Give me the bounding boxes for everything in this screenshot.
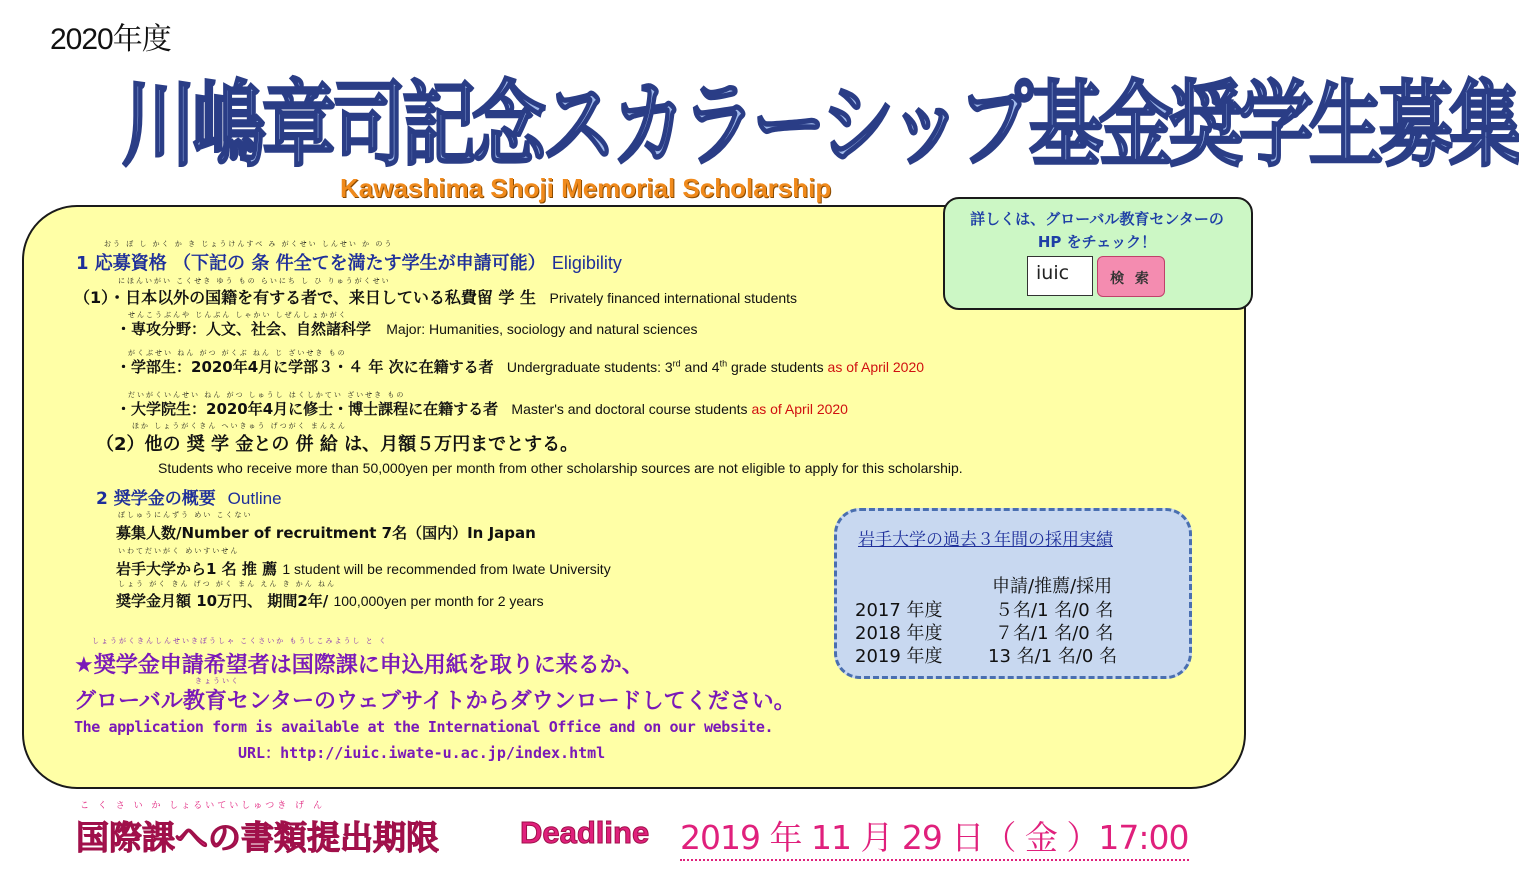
- ruby-item3: がくぶせい ねん がつ がくぶ ねん じ ざいせき もの: [128, 349, 347, 357]
- item3-sup-th: th: [719, 358, 728, 369]
- records-value-2017: ５名/1 名/0 名: [995, 600, 1114, 621]
- records-header: 申請/推薦/採用: [992, 576, 1113, 597]
- records-value-2019: 13 名/1 名/0 名: [988, 646, 1118, 667]
- outline-recruitment: 募集人数/Number of recruitment 7名（国内）In Japan: [116, 524, 536, 542]
- item4-date-red: as of April 2020: [751, 401, 848, 417]
- item1-en: Privately financed international students: [549, 290, 798, 306]
- row2-jp: 岩手大学から1 名 推 薦: [116, 560, 278, 578]
- ruby-outline-row1: ぼしゅうにんずう めい こくない: [118, 511, 253, 519]
- outline-amount: [116, 590, 544, 611]
- item4-en-text: Master's and doctoral course students: [511, 401, 752, 417]
- item3-date-red: as of April 2020: [827, 359, 925, 375]
- deadline-label-en: Deadline: [520, 815, 650, 850]
- year-label: 2020年度: [50, 23, 171, 56]
- ruby-item1: にほんいがい こくせき ゆう もの らいにち し ひ りゅうがくせい: [118, 277, 391, 285]
- eligibility-item-5: （2）他の 奨 学 金との 併 給 は、月額５万円までとする。: [96, 434, 579, 455]
- deadline-label-jp: 国際課への書類提出期限: [76, 818, 439, 857]
- outline-heading: [96, 484, 282, 509]
- item3-jp: ・学部生：2020年4月に学部３・４ 年 次に在籍する者: [116, 358, 494, 376]
- eligibility-heading: [76, 249, 622, 275]
- application-line-1: ★奨学金申請希望者は国際課に申込用紙を取りに来るか、: [74, 653, 644, 678]
- search-button[interactable]: 検 索: [1097, 256, 1165, 297]
- ruby-application-2: きょういく: [195, 677, 240, 685]
- outline-recommendation: [116, 558, 611, 579]
- records-year-2017: 2017 年度: [855, 600, 943, 621]
- item3-en-c: grade students: [727, 359, 828, 375]
- hp-check-text: [955, 208, 1239, 254]
- outline-heading-jp: 2 奨学金の概要: [96, 489, 216, 509]
- item1-jp: （1）・日本以外の国籍を有する者で、来日している私費留 学 生: [74, 288, 536, 307]
- item4-jp: ・大学院生：2020年4月に修士・博士課程に在籍する者: [116, 400, 499, 418]
- eligibility-item-2: [116, 318, 698, 339]
- row2-en: 1 student will be recommended from Iwate University: [282, 561, 611, 577]
- item3-sup-rd: rd: [672, 358, 681, 369]
- application-url[interactable]: URL：http://iuic.iwate-u.ac.jp/index.html: [238, 744, 606, 762]
- application-line-2: グローバル教育センターのウェブサイトからダウンロードしてください。: [74, 689, 796, 714]
- item3-en-b: and 4: [680, 359, 720, 375]
- item2-en: Major: Humanities, sociology and natural sciences: [386, 321, 698, 337]
- records-year-2019: 2019 年度: [855, 646, 943, 667]
- records-year-2018: 2018 年度: [855, 623, 943, 644]
- application-en-line-1: The application form is available at the International Office and on our website.: [74, 718, 774, 736]
- eligibility-item-3: [116, 356, 924, 377]
- item3-en-a: Undergraduate students: 3: [506, 359, 673, 375]
- ruby-deadline: こ く さ い か しょるいていしゅつき げ ん: [80, 801, 326, 811]
- subtitle: Kawashima Shoji Memorial Scholarship: [340, 173, 832, 203]
- records-value-2018: ７名/1 名/0 名: [995, 623, 1114, 644]
- page-title: 川嶋章司記念スカラーシップ基金奨学生募集: [122, 72, 1519, 180]
- eligibility-item-5-en: Students who receive more than 50,000yen per month from other scholarship sources are not eligible to apply for this scholarship.: [158, 460, 963, 476]
- ruby-item4: だいがくいんせい ねん がつ しゅうし はくしかてい ざいせき もの: [128, 391, 406, 399]
- records-title: 岩手大学の過去３年間の採用実績: [858, 530, 1113, 550]
- eligibility-item-1: [74, 285, 797, 308]
- outline-heading-en: Outline: [227, 489, 282, 508]
- ruby-item2: せんこうぶんや じんぶん しゃかい しぜんしょかがく: [128, 311, 348, 319]
- eligibility-heading-jp: 1 応募資格 （下記の 条 件全てを満たす学生が申請可能）: [76, 253, 546, 274]
- search-input[interactable]: iuic: [1027, 256, 1093, 296]
- eligibility-heading-en: Eligibility: [551, 253, 622, 273]
- ruby-application-1: しょうがくきんしんせいきぼうしゃ こくさいか もうしこみようし と く: [92, 637, 388, 645]
- item3-en: [507, 359, 924, 375]
- row3-en: 100,000yen per month for 2 years: [333, 593, 544, 609]
- hp-text-line1: 詳しくは、グローバル教育センターの: [970, 210, 1224, 228]
- ruby-outline-row2: いわてだいがく めいすいせん: [118, 547, 240, 555]
- hp-text-line2: HP をチェック！: [1037, 233, 1157, 251]
- item4-en: [511, 401, 848, 417]
- row3-jp: 奨学金月額 10万円、 期間2年/: [116, 592, 329, 610]
- deadline-date: 2019 年 11 月 29 日（ 金 ）17:00: [680, 812, 1189, 861]
- ruby-item5: ほか しょうがくきん へいきゅう げつがく まんえん: [132, 422, 347, 430]
- eligibility-item-4: [116, 398, 848, 419]
- ruby-eligibility: おう ぼ し かく か き じょうけんすべ み がくせい しんせい か のう: [104, 240, 394, 248]
- item2-jp: ・専攻分野：人文、社会、自然諸科学: [116, 320, 372, 338]
- ruby-outline-row3: しょう がく きん げつ がく まん えん き かん ねん: [118, 580, 337, 588]
